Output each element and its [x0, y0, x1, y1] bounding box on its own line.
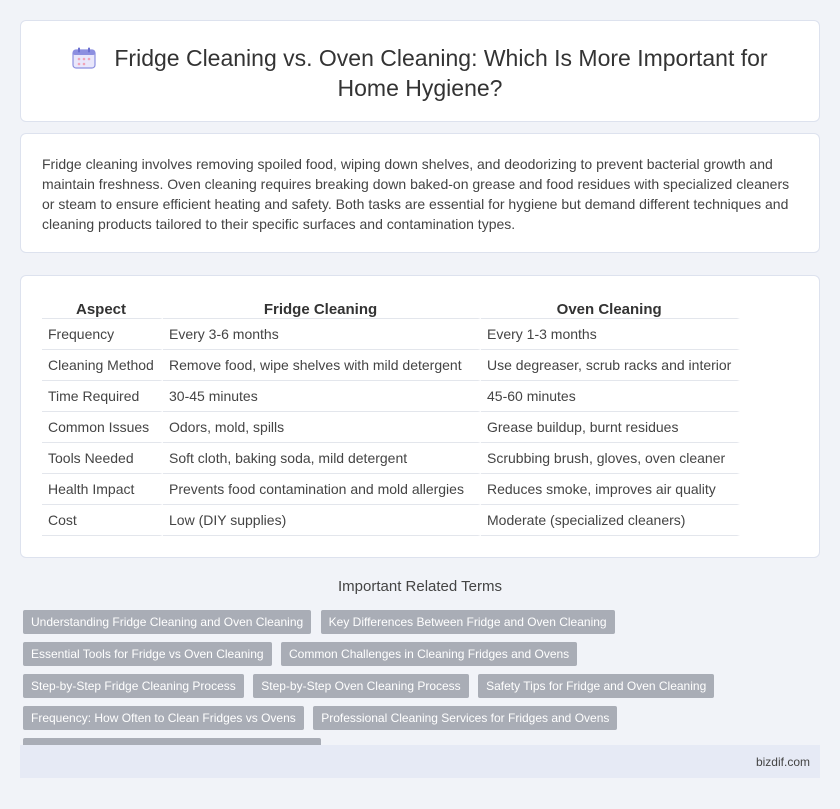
footer-brand[interactable]: bizdif.com [755, 755, 810, 769]
table-cell: Time Required [42, 381, 163, 412]
table-cell: Low (DIY supplies) [163, 505, 481, 536]
table-row [42, 505, 740, 536]
related-term-tag[interactable]: Essential Tools for Fridge vs Oven Cleaning [23, 642, 272, 666]
table-cell: 30-45 minutes [163, 381, 481, 412]
footer [20, 745, 820, 778]
table-row [42, 319, 740, 350]
header-oven-cleaning: Oven Cleaning [481, 295, 740, 319]
table-cell: Frequency [42, 319, 163, 350]
table-row [42, 412, 740, 443]
comparison-table [42, 295, 740, 536]
comparison-table-card [20, 275, 820, 558]
table-cell: Prevents food contamination and mold allergies [163, 474, 481, 505]
table-cell: Cleaning Method [42, 350, 163, 381]
related-term-tag[interactable]: Common Challenges in Cleaning Fridges and Ovens [281, 642, 577, 666]
table-cell: Moderate (specialized cleaners) [481, 505, 740, 536]
related-term-tag[interactable]: Safety Tips for Fridge and Oven Cleaning [478, 674, 714, 698]
title-card [20, 20, 820, 122]
table-cell: Scrubbing brush, gloves, oven cleaner [481, 443, 740, 474]
table-cell: 45-60 minutes [481, 381, 740, 412]
related-term-tag[interactable]: Step-by-Step Fridge Cleaning Process [23, 674, 244, 698]
summary-card [20, 133, 820, 253]
page-title-wrap [21, 43, 819, 103]
table-row [42, 381, 740, 412]
table-header-row [42, 295, 740, 319]
related-term-tag[interactable]: Key Differences Between Fridge and Oven Cleaning [321, 610, 615, 634]
summary-text: Fridge cleaning involves removing spoiled food, wiping down shelves, and deodorizing to prevent bacterial growth and maintain freshness. Oven cleaning requires breaking down baked-on grease and food residues with specialized cleaners or steam to ensure efficient heating and safety. Both tasks are essential for hygiene but demand different techniques and cleaning products tailored to their specific surfaces and contamination types. [42, 156, 790, 232]
table-cell: Common Issues [42, 412, 163, 443]
related-term-tag[interactable]: Understanding Fridge Cleaning and Oven Cleaning [23, 610, 311, 634]
calendar-icon [72, 47, 96, 69]
related-terms-heading: Important Related Terms [338, 578, 502, 595]
table-cell: Every 3-6 months [163, 319, 481, 350]
table-row [42, 474, 740, 505]
table-cell: Odors, mold, spills [163, 412, 481, 443]
header-aspect: Aspect [42, 295, 163, 319]
table-cell: Cost [42, 505, 163, 536]
page-title: Fridge Cleaning vs. Oven Cleaning: Which Is More Important for Home Hygiene? [114, 45, 768, 101]
related-term-tag[interactable]: Professional Cleaning Services for Fridges and Ovens [313, 706, 617, 730]
table-cell: Soft cloth, baking soda, mild detergent [163, 443, 481, 474]
table-cell: Remove food, wipe shelves with mild detergent [163, 350, 481, 381]
table-row [42, 350, 740, 381]
table-cell: Use degreaser, scrub racks and interior [481, 350, 740, 381]
table-cell: Health Impact [42, 474, 163, 505]
related-term-tag[interactable]: Step-by-Step Oven Cleaning Process [253, 674, 468, 698]
table-cell: Grease buildup, burnt residues [481, 412, 740, 443]
table-cell: Tools Needed [42, 443, 163, 474]
related-term-tag[interactable]: Frequency: How Often to Clean Fridges vs Ovens [23, 706, 304, 730]
table-row [42, 443, 740, 474]
table-cell: Reduces smoke, improves air quality [481, 474, 740, 505]
header-fridge-cleaning: Fridge Cleaning [163, 295, 481, 319]
table-cell: Every 1-3 months [481, 319, 740, 350]
